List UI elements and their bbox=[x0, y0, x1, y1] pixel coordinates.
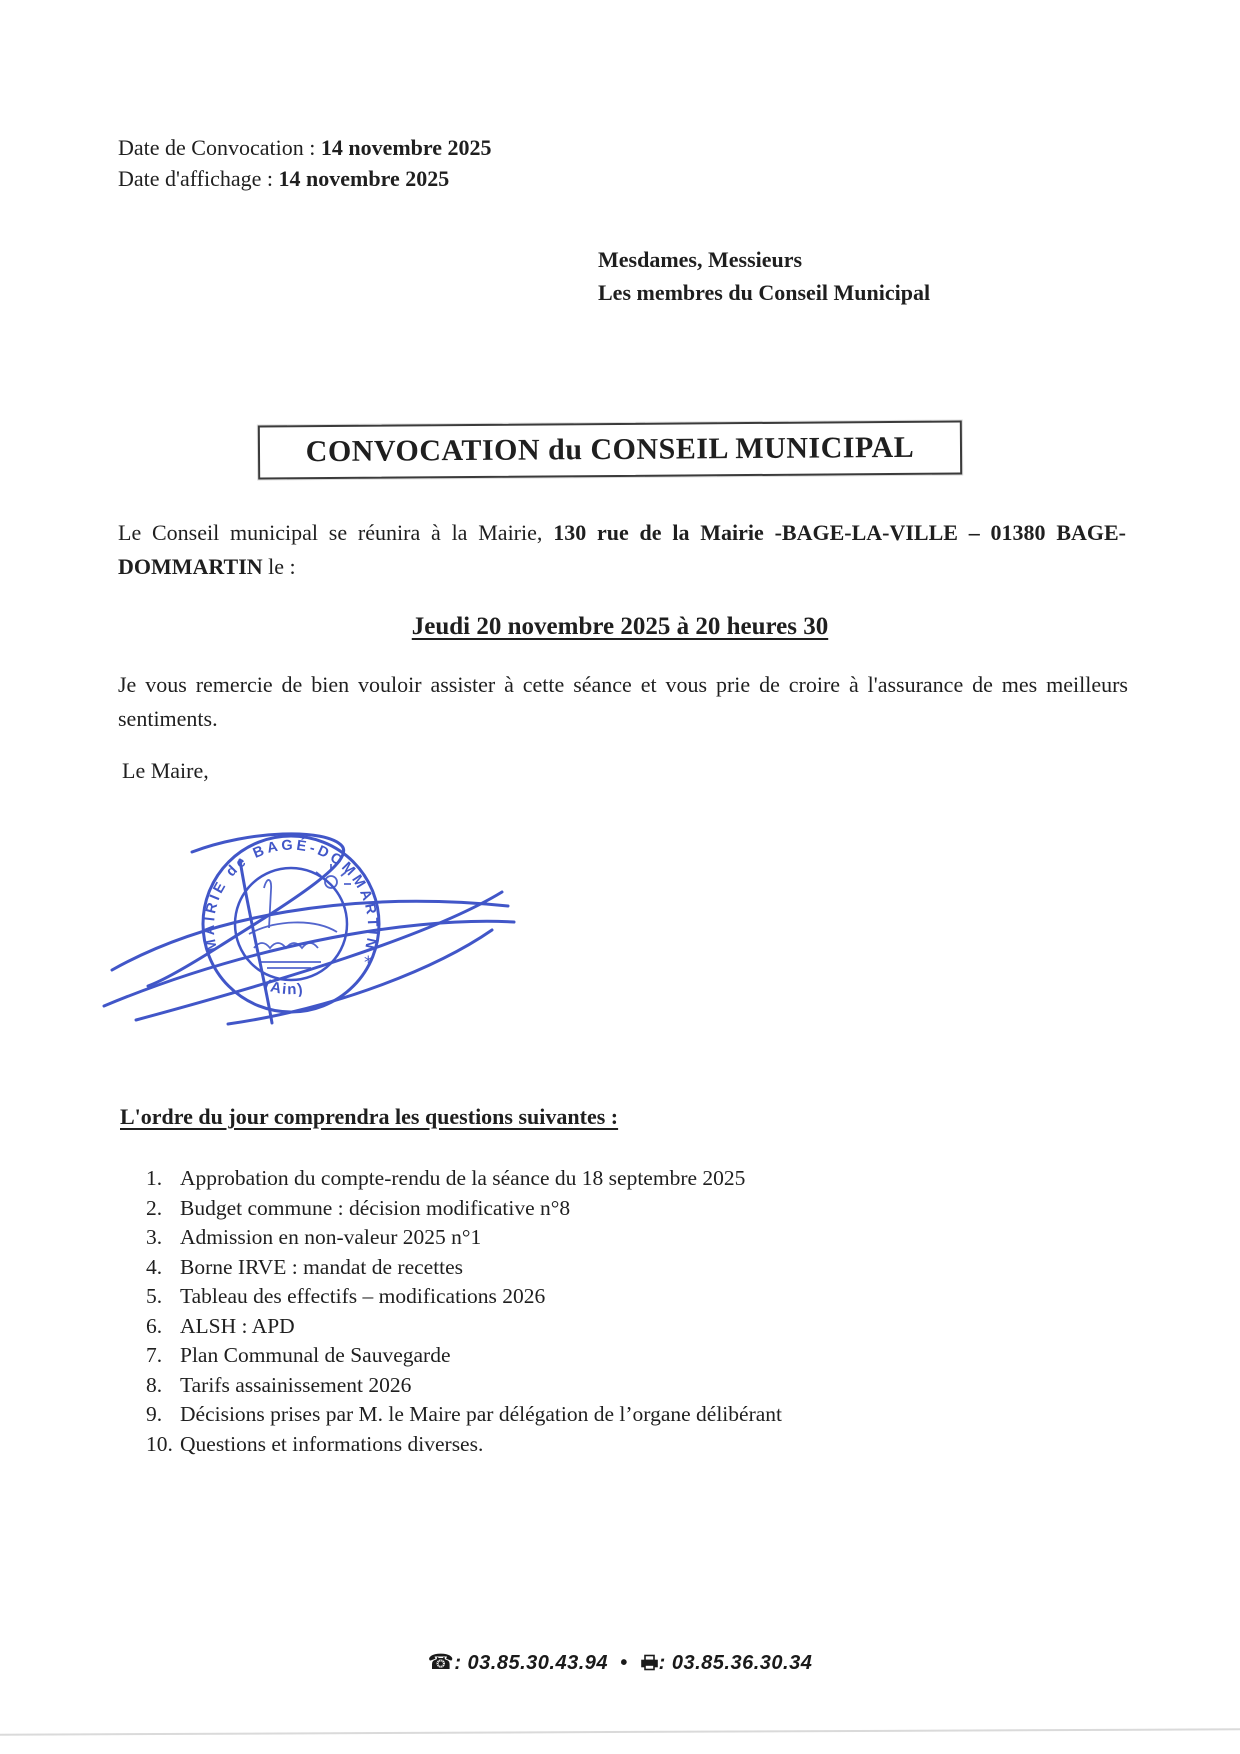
date-convocation-line bbox=[118, 132, 492, 163]
date-affichage-line bbox=[118, 163, 492, 194]
agenda-item-7: Plan Communal de Sauvegarde bbox=[180, 1343, 451, 1367]
thanks-paragraph: Je vous remercie de bien vouloir assister à cette séance et vous prie de croire à l'assurance de mes meilleurs sentiments. bbox=[118, 672, 1128, 731]
agenda-item-6: ALSH : APD bbox=[180, 1313, 295, 1338]
agenda-item-8: Tarifs assainissement 2026 bbox=[180, 1372, 412, 1397]
recipients-block bbox=[598, 243, 930, 309]
agenda-item-3: Admission en non-valeur 2025 n°1 bbox=[180, 1225, 482, 1249]
document-title: CONVOCATION du CONSEIL MUNICIPAL bbox=[305, 430, 915, 469]
date-affichage-value: 14 novembre 2025 bbox=[278, 166, 450, 191]
intro-text-tail: le : bbox=[262, 554, 296, 579]
agenda-item-10: Questions et informations diverses. bbox=[180, 1431, 484, 1456]
signature-label: Le Maire, bbox=[122, 758, 209, 783]
footer-contact bbox=[0, 1650, 1240, 1675]
intro-text-regular: Le Conseil municipal se réunira à la Mairie, bbox=[118, 520, 554, 545]
scan-edge-line bbox=[0, 1728, 1240, 1735]
footer-separator: • bbox=[620, 1652, 628, 1674]
date-convocation-value: 14 novembre 2025 bbox=[320, 135, 492, 160]
meeting-address: 130 rue de la Mairie -BAGE-LA-VILLE – 01380 BAGE-DOMMARTIN bbox=[118, 520, 1126, 579]
meeting-datetime: Jeudi 20 novembre 2025 à 20 heures 30 bbox=[411, 613, 829, 640]
agenda-list bbox=[146, 1164, 1046, 1459]
date-affichage-label: Date d'affichage : bbox=[118, 166, 279, 191]
svg-text:MAIRIE de BAGÉ-DOMMARTIN bbox=[202, 837, 380, 954]
footer-fax-number: : 03.85.36.30.34 bbox=[658, 1652, 813, 1674]
footer-phone-number: : 03.85.30.43.94 bbox=[454, 1652, 609, 1674]
date-block bbox=[118, 132, 492, 194]
phone-icon: ☎ bbox=[427, 1650, 455, 1674]
agenda-item-2: Budget commune : décision modificative n°8 bbox=[180, 1195, 571, 1220]
agenda-item-9: Décisions prises par M. le Maire par délégation de l’organe délibérant bbox=[180, 1402, 782, 1426]
agenda-item-4: Borne IRVE : mandat de recettes bbox=[180, 1254, 464, 1279]
municipal-stamp-signature-image bbox=[98, 816, 538, 1036]
stamp-ring-text: MAIRIE de BAGÉ-DOMMARTIN bbox=[201, 837, 381, 954]
signature-strokes bbox=[104, 834, 514, 1024]
fax-icon bbox=[640, 1654, 659, 1671]
agenda-item-1: Approbation du compte-rendu de la séance du 18 septembre 2025 bbox=[180, 1166, 746, 1190]
document-title-box bbox=[258, 421, 962, 480]
agenda-heading: L'ordre du jour comprendra les questions suivantes : bbox=[120, 1104, 619, 1129]
stamp-star: * bbox=[364, 953, 373, 973]
recipients-line-2: Les membres du Conseil Municipal bbox=[598, 280, 931, 305]
stamp-and-signature bbox=[98, 816, 538, 1036]
agenda-item-5: Tableau des effectifs – modifications 2026 bbox=[180, 1284, 546, 1308]
intro-paragraph bbox=[118, 516, 1126, 584]
recipients-line-1: Mesdames, Messieurs bbox=[598, 247, 803, 272]
date-convocation-label: Date de Convocation : bbox=[118, 135, 321, 160]
stamp-bottom-text: (Ain) bbox=[262, 976, 306, 999]
